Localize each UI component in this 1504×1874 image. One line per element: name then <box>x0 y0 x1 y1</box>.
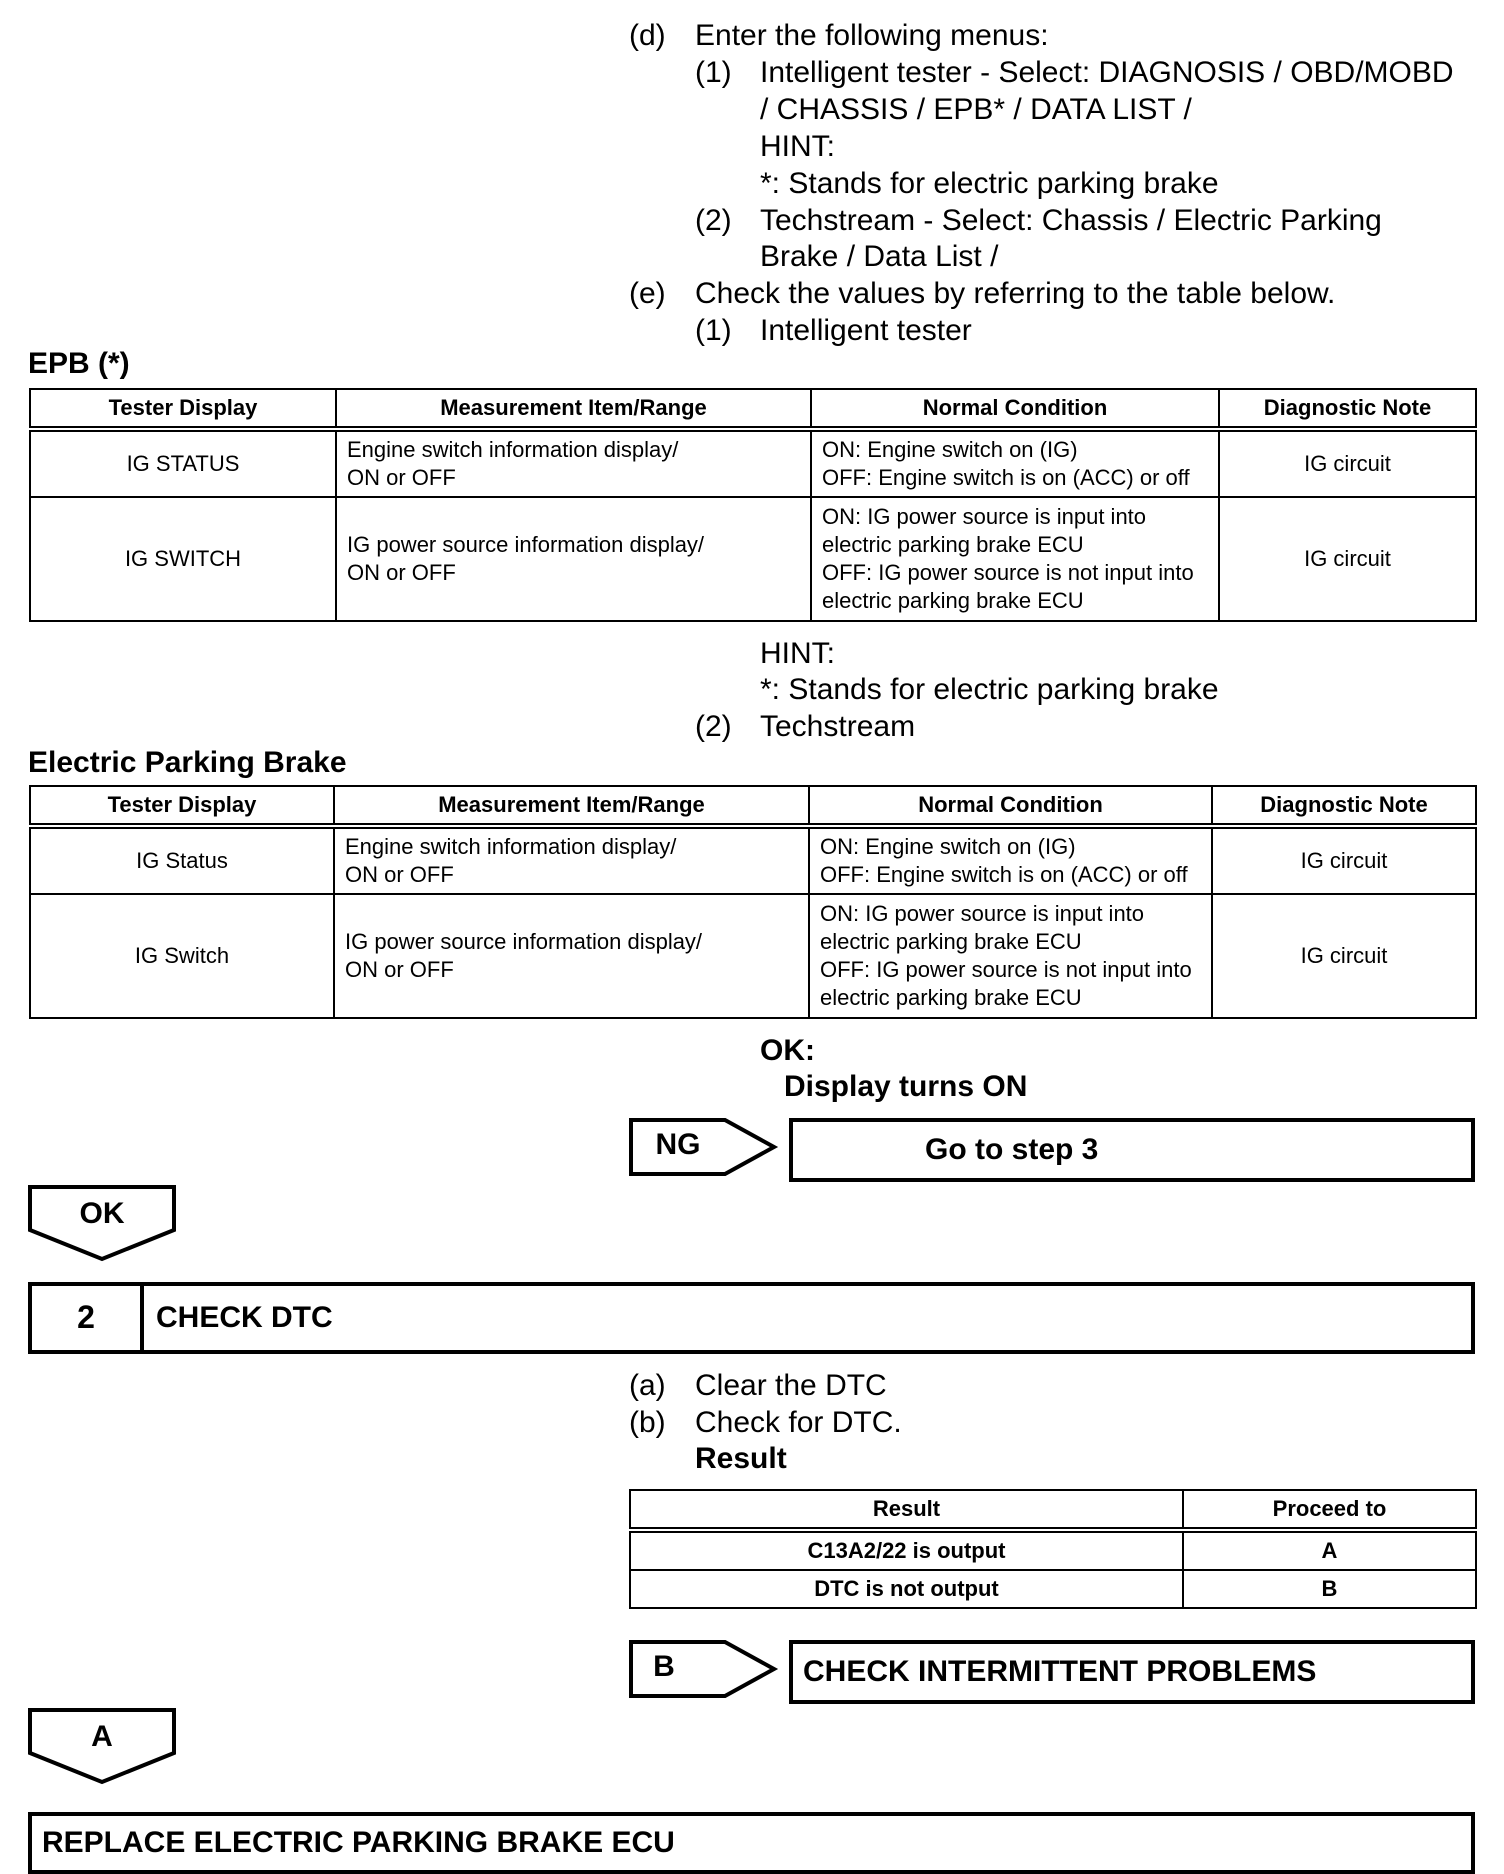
step-number-cell <box>32 1286 144 1350</box>
tester-display-cell: IG Status <box>30 826 334 894</box>
step-text: HINT: <box>760 129 835 163</box>
header-cell: Diagnostic Note <box>1219 389 1476 429</box>
hint-text: *: Stands for electric parking brake <box>760 673 1219 706</box>
go-to-step-3-label: Go to step 3 <box>925 1133 1099 1166</box>
step-label: (e) <box>629 277 666 311</box>
header-cell: Normal Condition <box>809 786 1212 826</box>
header-cell: Normal Condition <box>811 389 1219 429</box>
normal-condition-cell: ON: IG power source is input into electric parking brake ECU OFF: IG power source is not input into electric parking brake ECU <box>811 497 1219 621</box>
check-intermittent-problems-box[interactable] <box>789 1640 1475 1704</box>
step-label: (1) <box>695 314 732 348</box>
table-row <box>30 497 1476 621</box>
check-intermittent-problems-label: CHECK INTERMITTENT PROBLEMS <box>803 1655 1317 1688</box>
tester-display-cell: IG SWITCH <box>30 497 336 621</box>
step-number: 2 <box>77 1299 95 1335</box>
go-to-step-3-box[interactable] <box>789 1118 1475 1182</box>
step-label: (1) <box>695 55 732 89</box>
step-label: (d) <box>629 19 666 52</box>
step-label: (2) <box>695 710 732 743</box>
ok-label: OK: <box>760 1034 815 1067</box>
result-table <box>629 1489 1477 1609</box>
diagnostic-note-cell: IG circuit <box>1219 429 1476 497</box>
header-cell: Result <box>630 1490 1183 1530</box>
step-text: Clear the DTC <box>695 1369 887 1402</box>
header-cell: Diagnostic Note <box>1212 786 1476 826</box>
step-text: Enter the following menus: <box>695 19 1049 52</box>
normal-condition-cell: ON: Engine switch on (IG) OFF: Engine switch is on (ACC) or off <box>809 826 1212 894</box>
result-title: Result <box>695 1442 787 1475</box>
step-text: *: Stands for electric parking brake <box>760 166 1219 200</box>
normal-condition-cell: ON: IG power source is input into electric parking brake ECU OFF: IG power source is not input into electric parking brake ECU <box>809 894 1212 1018</box>
table-row <box>630 1530 1476 1570</box>
measurement-item-cell: IG power source information display/ ON or OFF <box>336 497 811 621</box>
table1-title: EPB (*) <box>28 347 130 380</box>
step-title: CHECK DTC <box>156 1301 333 1334</box>
step-text: Check the values by referring to the table below. <box>695 277 1336 311</box>
ok-condition-text: Display turns ON <box>784 1070 1028 1103</box>
header-cell: Tester Display <box>30 786 334 826</box>
electric-parking-brake-data-table <box>29 785 1477 1019</box>
tester-display-cell: IG Switch <box>30 894 334 1018</box>
proceed-cell: B <box>1183 1570 1476 1608</box>
header-cell: Tester Display <box>30 389 336 429</box>
step-text: Techstream - Select: Chassis / Electric Parking <box>760 203 1382 237</box>
table-header-row <box>30 786 1476 826</box>
table-row <box>30 826 1476 894</box>
header-cell: Proceed to <box>1183 1490 1476 1530</box>
diagnostic-note-cell: IG circuit <box>1219 497 1476 621</box>
replace-ecu-box[interactable] <box>28 1812 1475 1874</box>
step2-header <box>28 1282 1475 1354</box>
proceed-cell: A <box>1183 1530 1476 1570</box>
result-cell: C13A2/22 is output <box>630 1530 1183 1570</box>
result-cell: DTC is not output <box>630 1570 1183 1608</box>
ok-arrow-label: OK <box>79 1197 125 1230</box>
step-label: (a) <box>629 1369 666 1402</box>
step-label: (b) <box>629 1406 666 1439</box>
step-text: Intelligent tester - Select: DIAGNOSIS / OBD/MOBD <box>760 55 1454 89</box>
hint-label: HINT: <box>760 637 835 670</box>
table-header-row <box>30 389 1476 429</box>
diagnostic-note-cell: IG circuit <box>1212 826 1476 894</box>
measurement-item-cell: Engine switch information display/ ON or OFF <box>336 429 811 497</box>
step-text: Check for DTC. <box>695 1406 902 1439</box>
normal-condition-cell: ON: Engine switch on (IG) OFF: Engine switch is on (ACC) or off <box>811 429 1219 497</box>
step-text: Techstream <box>760 710 916 743</box>
table-row <box>630 1570 1476 1608</box>
measurement-item-cell: IG power source information display/ ON or OFF <box>334 894 809 1018</box>
step-label: (2) <box>695 203 732 237</box>
measurement-item-cell: Engine switch information display/ ON or OFF <box>334 826 809 894</box>
step-text: / CHASSIS / EPB* / DATA LIST / <box>760 92 1192 126</box>
table2-title: Electric Parking Brake <box>28 746 347 779</box>
epb-data-table <box>29 388 1477 622</box>
header-cell: Measurement Item/Range <box>336 389 811 429</box>
table-header-row <box>630 1490 1476 1530</box>
step-text: Brake / Data List / <box>760 240 999 274</box>
a-arrow-label: A <box>91 1720 113 1753</box>
b-label: B <box>653 1650 675 1683</box>
tester-display-cell: IG STATUS <box>30 429 336 497</box>
diagnostic-note-cell: IG circuit <box>1212 894 1476 1018</box>
ng-label: NG <box>655 1128 701 1161</box>
table-row <box>30 429 1476 497</box>
table-row <box>30 894 1476 1018</box>
header-cell: Measurement Item/Range <box>334 786 809 826</box>
replace-ecu-label: REPLACE ELECTRIC PARKING BRAKE ECU <box>42 1826 675 1859</box>
step-text: Intelligent tester <box>760 314 972 348</box>
